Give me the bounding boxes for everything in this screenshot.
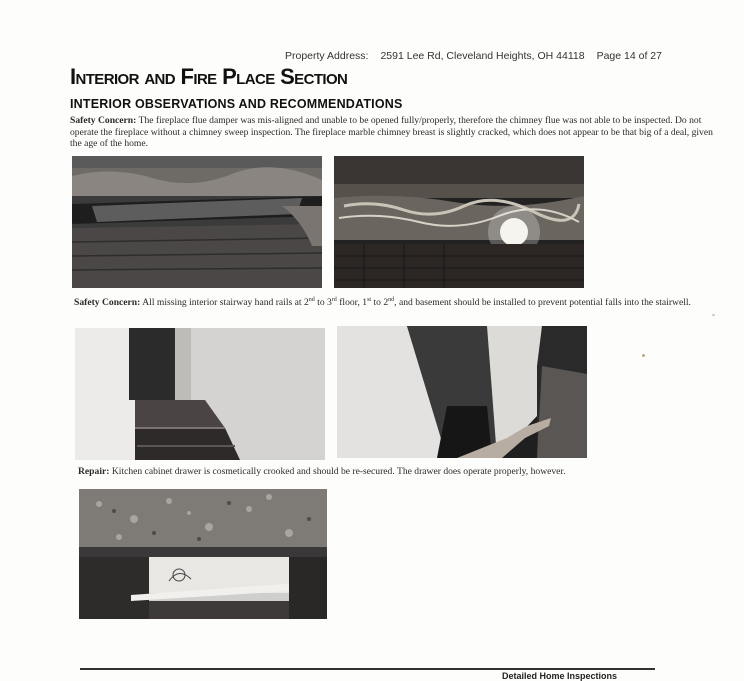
fireplace-safety-paragraph [70,115,720,150]
fireplace-concern-label: Safety Concern: [70,115,137,126]
scan-speck [642,354,645,357]
repair-text: Kitchen cabinet drawer is cosmetically crooked and should be re-secured. The drawer does operate properly, however. [111,466,566,477]
address-label: Property Address: [285,50,369,62]
scan-speck [712,314,715,316]
stairway-upper-photo [75,328,325,460]
kitchen-drawer-photo [79,489,327,619]
address-value: 2591 Lee Rd, Cleveland Heights, OH 44118 [380,50,585,62]
footer-company: Detailed Home Inspections [502,671,618,681]
stairway-concern-text: All missing interior stairway hand rails at 2nd to 3rd floor, 1st to 2nd, and basement should be installed to prevent potential falls into the stairwell. [142,297,691,309]
stairway-lower-photo [337,326,587,458]
footer-rule [80,668,655,670]
section-subtitle: INTERIOR OBSERVATIONS AND RECOMMENDATIONS [70,97,403,111]
stairway-concern-label: Safety Concern: [74,297,141,309]
property-address [285,50,662,62]
fireplace-damper-photo [72,156,322,288]
stairway-safety-paragraph [74,295,714,309]
fireplace-concern-text: The fireplace flue damper was mis-aligned and unable to be opened fully/properly, therefore the chimney flue was not able to be inspected. Do not operate the fireplace without a chimney sweep inspection. The fireplace marble chimney breast is slightly cracked, which does not appear to be that big of a deal, given the age of the home. [70,115,713,150]
page-number: Page 14 of 27 [596,50,662,62]
drawer-repair-paragraph [78,466,728,478]
page-title: Interior and Fire Place Section [70,64,348,89]
repair-label: Repair: [78,466,110,477]
fireplace-breast-photo [334,156,584,288]
